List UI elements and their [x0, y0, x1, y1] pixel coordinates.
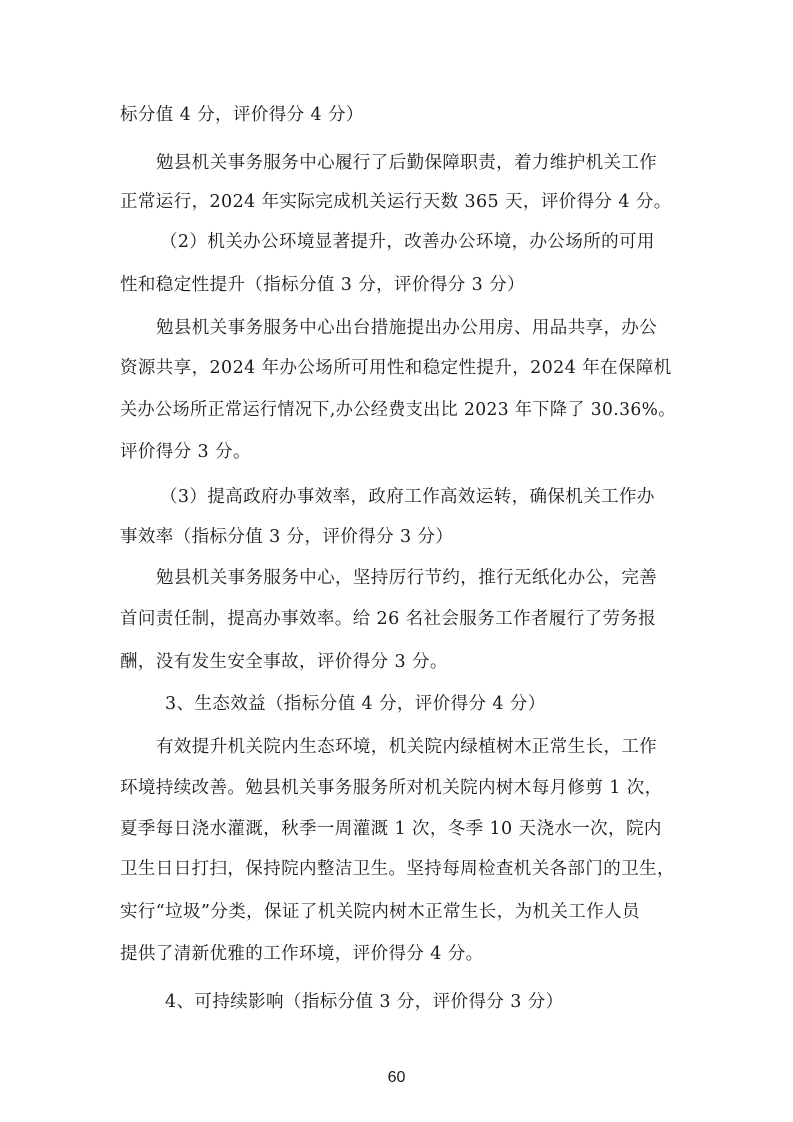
text-line: 勉县机关事务服务中心出台措施提出办公用房、用品共享，办公: [156, 318, 658, 338]
text-line: 卫生日日打扫，保持院内整洁卫生。坚持每周检查机关各部门的卫生，: [120, 859, 675, 879]
text-line: （2）机关办公环境显著提升，改善办公环境，办公场所的可用: [160, 232, 655, 252]
text-line: 提供了清新优雅的工作环境，评价得分 4 分。: [120, 944, 484, 964]
text-line: 有效提升机关院内生态环境，机关院内绿植树木正常生长，工作: [156, 737, 658, 757]
text-line: 标分值 4 分，评价得分 4 分）: [120, 105, 364, 125]
text-line: 勉县机关事务服务中心，坚持厉行节约，推行无纸化办公，完善: [156, 568, 658, 588]
text-line: 性和稳定性提升（指标分值 3 分，评价得分 3 分）: [120, 275, 525, 295]
text-line: 事效率（指标分值 3 分，评价得分 3 分）: [120, 527, 454, 547]
text-line: 关办公场所正常运行情况下,办公经费支出比 2023 年下降了 30.36%。: [120, 400, 676, 420]
text-line: 环境持续改善。勉县机关事务服务所对机关院内树木每月修剪 1 次，: [120, 778, 663, 798]
text-line: 勉县机关事务服务中心履行了后勤保障职责，着力维护机关工作: [156, 153, 658, 173]
text-line: 评价得分 3 分。: [120, 442, 251, 462]
text-line: 酬，没有发生安全事故，评价得分 3 分。: [120, 652, 448, 672]
text-line: 实行“垃圾”分类，保证了机关院内树木正常生长，为机关工作人员: [120, 902, 640, 922]
page-number: 60: [387, 1069, 406, 1086]
text-line: （3）提高政府办事效率，政府工作高效运转，确保机关工作办: [160, 487, 655, 507]
text-line: 夏季每日浇水灌溉，秋季一周灌溉 1 次，冬季 10 天浇水一次，院内: [120, 819, 662, 839]
section-heading: 3、生态效益（指标分值 4 分，评价得分 4 分）: [165, 694, 546, 714]
text-line: 资源共享，2024 年办公场所可用性和稳定性提升，2024 年在保障机: [120, 358, 672, 378]
text-line: 首问责任制，提高办事效率。给 26 名社会服务工作者履行了劳务报: [120, 609, 657, 629]
section-heading: 4、可持续影响（指标分值 3 分，评价得分 3 分）: [165, 992, 564, 1012]
text-line: 正常运行，2024 年实际完成机关运行天数 365 天，评价得分 4 分。: [120, 192, 672, 212]
